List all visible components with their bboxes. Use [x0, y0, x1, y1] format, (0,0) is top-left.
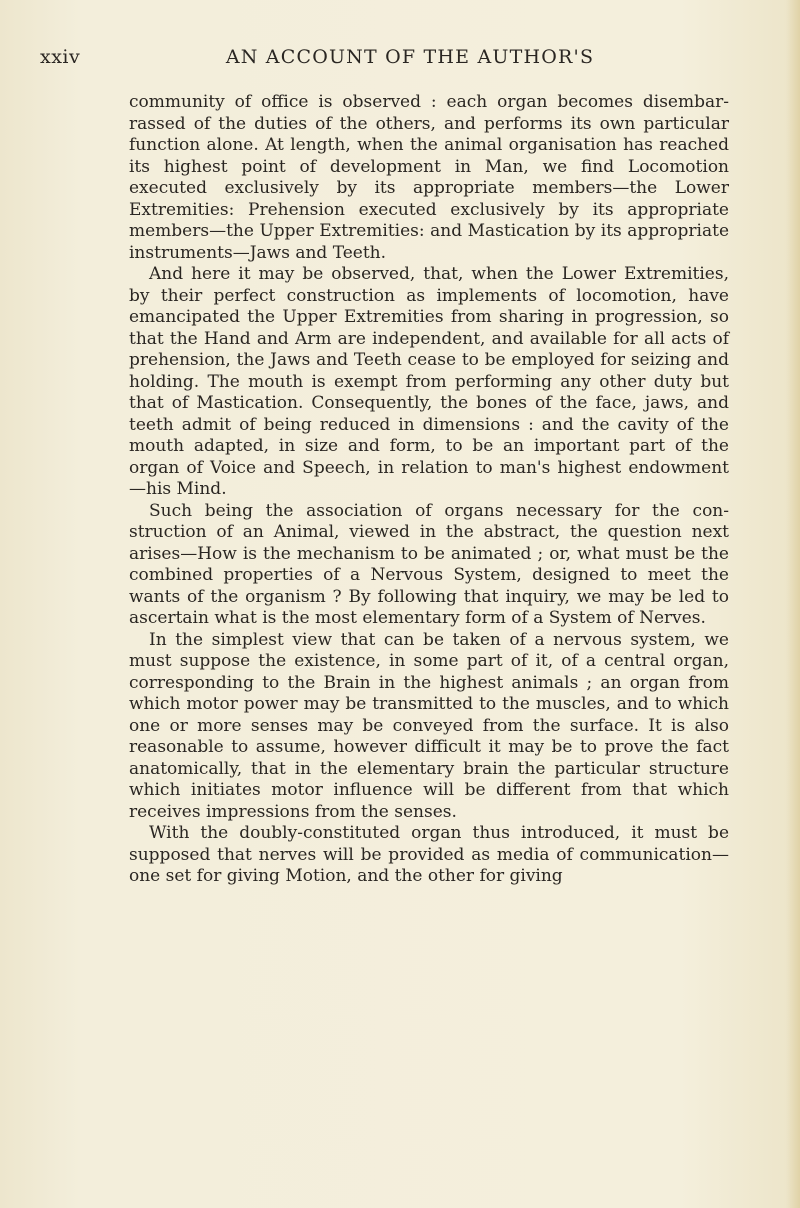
paragraph: With the doubly-constituted organ thus introduced, it must be supposed that nerves will be provided as media of communication—one set for giving Motion, and the other for giving: [129, 823, 729, 886]
page-number: xxiv: [40, 46, 81, 68]
running-head: AN ACCOUNT OF THE AUTHOR'S: [225, 46, 595, 68]
page-header: [40, 46, 740, 76]
paragraph: In the simplest view that can be taken of a nervous system, we must suppose the existence, in some part of it, of a central organ, corresponding to the Brain in the highest animals ; an organ from which motor power may be transmitted to the muscles, and to which one or more senses may be conveyed from the surface. It is also reasonable to assume, however difficult it may be to prove the fact anatomically, that in the elementary brain the particular structure which initiates motor influence will be different from that which receives impressions from the senses.: [129, 629, 729, 822]
paragraph: Such being the association of organs necessary for the construction of an Animal, viewed in the abstract, the question next arises—How is the mechanism to be animated ; or, what must be the combined properties of a Nervous System, designed to meet the wants of the organism ? By following that inquiry, we may be led to ascertain what is the most elementary form of a System of Nerves.: [129, 500, 729, 628]
paragraph: And here it may be observed, that, when the Lower Extremities, by their perfect construction as implements of locomotion, have emancipated the Upper Extremities from sharing in progression, so that the Hand and Arm are independent, and available for all acts of prehension, the Jaws and Teeth cease to be employed for seizing and holding. The mouth is exempt from performing any other duty but that of Mastication. Consequently, the bones of the face, jaws, and teeth admit of being reduced in dimensions : and the cavity of the mouth adapted, in size and form, to be an important part of the organ of Voice and Speech, in relation to man's highest endowment—his Mind.: [129, 264, 729, 499]
body-text: [129, 92, 729, 888]
paragraph: community of office is observed : each organ becomes disembarrassed of the duties of the others, and performs its own particular function alone. At length, when the animal organisation has reached its highest point of development in Man, we find Locomotion executed exclusively by its appropriate members—the Lower Extremities: Prehension executed exclusively by its appropriate members—the Upper Extremities: and Mastication by its appropriate instruments—Jaws and Teeth.: [129, 92, 729, 263]
page-edge-shadow: [786, 0, 800, 1208]
